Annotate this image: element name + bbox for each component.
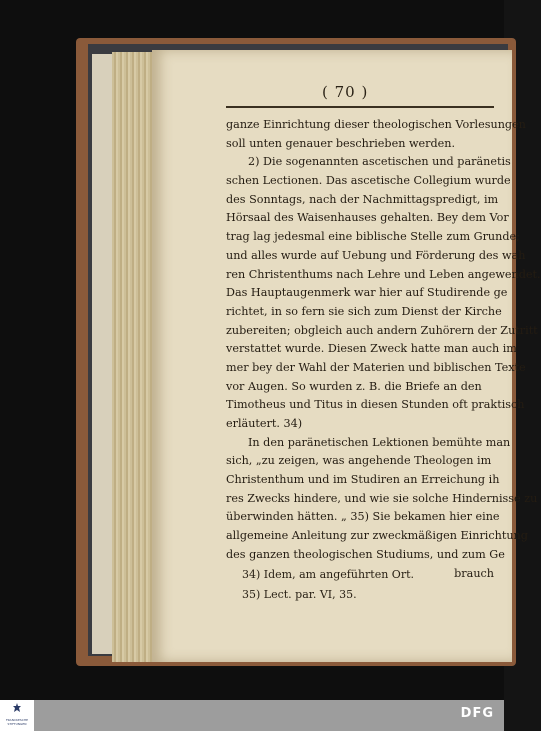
text-line: Das Hauptaugenmerk war hier auf Studirende ge <box>226 286 508 300</box>
text-line: verstattet wurde. Diesen Zweck hatte man auch im <box>226 342 517 356</box>
page-number: ( 70 ) <box>322 83 369 101</box>
library-crest-icon <box>11 703 23 715</box>
text-line: ganze Einrichtung dieser theologischen Vorlesungen <box>226 118 526 131</box>
text-line: Christenthum und im Studiren an Erreichung ih <box>226 473 500 487</box>
text-line: sich, „zu zeigen, was angehende Theologen im <box>226 454 492 468</box>
dfg-logo[interactable]: DFG <box>460 706 494 721</box>
text-line: überwinden hätten. „ 35) Sie bekamen hier eine <box>226 510 500 524</box>
text-line: schen Lectionen. Das ascetische Collegium wurde <box>226 174 511 188</box>
text-line: Timotheus und Titus in diesen Stunden oft praktisch <box>226 398 525 412</box>
text-line: zubereiten; obgleich auch andern Zuhörern der Zutritt <box>226 323 538 337</box>
header-rule <box>226 106 494 108</box>
text-line: des ganzen theologischen Studiums, und zum Ge <box>226 547 505 561</box>
text-line: Hörsaal des Waisenhauses gehalten. Bey dem Vor <box>226 211 509 225</box>
text-line: allgemeine Anleitung zur zweckmäßigen Einrichtung <box>226 529 528 543</box>
catchword: brauch <box>454 566 494 580</box>
body-text <box>226 116 541 583</box>
text-line: res Zwecks hindere, und wie sie solche Hindernisse zu <box>226 491 538 505</box>
text-line: und alles wurde auf Uebung und Förderung des wah <box>226 248 526 262</box>
text-line: soll unten genauer beschrieben werden. <box>226 136 456 150</box>
footnote: 35) Lect. par. VI, 35. <box>242 588 357 601</box>
text-line: des Sonntags, nach der Nachmittagspredigt, im <box>226 192 499 206</box>
library-name: FRANCKESCHE STIFTUNGEN <box>5 718 29 726</box>
text-line: richtet, in so fern sie sich zum Dienst der Kirche <box>226 304 502 318</box>
text-line: mer bey der Wahl der Materien und biblischen Texte <box>226 360 526 374</box>
text-line: erläutert. 34) <box>226 417 303 430</box>
text-line: trag lag jedesmal eine biblische Stelle zum Grunde; <box>226 230 520 244</box>
page-edges <box>112 52 156 662</box>
text-line: In den paränetischen Lektionen bemühte man <box>248 435 511 449</box>
text-line: 2) Die sogenannten ascetischen und paränetis <box>248 155 511 169</box>
library-logo[interactable] <box>0 700 34 731</box>
footnote: 34) Idem, am angeführten Ort. <box>242 568 414 581</box>
text-line: vor Augen. So wurden z. B. die Briefe an den <box>226 379 482 393</box>
viewer-footer-bar <box>0 700 504 731</box>
text-line: ren Christenthums nach Lehre und Leben angewendet. <box>226 267 541 281</box>
